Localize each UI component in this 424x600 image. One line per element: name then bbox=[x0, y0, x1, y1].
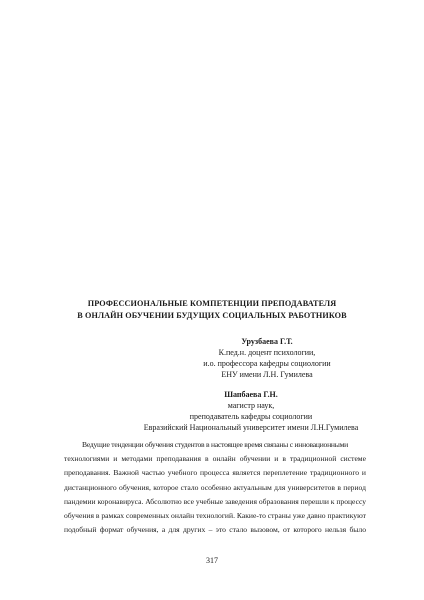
body-line: пандемии коронавируса. Абсолютно все учебные заведения образования перешли к процессу bbox=[64, 496, 366, 506]
body-line: преподавания. Важной частью учебного процесса является переплетение традиционного и bbox=[64, 468, 366, 478]
title-line: В ОНЛАЙН ОБУЧЕНИИ БУДУЩИХ СОЦИАЛЬНЫХ РАБОТНИКОВ bbox=[77, 311, 347, 320]
body-paragraph bbox=[64, 438, 366, 537]
author-block bbox=[130, 389, 372, 433]
author-affiliation: Евразийский Национальный университет имени Л.Н.Гумилева bbox=[143, 423, 359, 432]
body-line: подобный формат обучения, а для других – это стало вызовом, от которого нельзя было bbox=[64, 525, 366, 535]
author-affiliation: ЕНУ имени Л.Н. Гумилева bbox=[221, 370, 313, 379]
author-block bbox=[162, 336, 372, 380]
title-line: ПРОФЕССИОНАЛЬНЫЕ КОМПЕТЕНЦИИ ПРЕПОДАВАТЕЛЯ bbox=[87, 299, 337, 308]
article-title bbox=[60, 298, 364, 322]
author-name: Урузбаева Г.Т. bbox=[241, 337, 293, 346]
author-affiliation: и.о. профессора кафедры социологии bbox=[203, 359, 331, 368]
author-affiliation: преподаватель кафедры социологии bbox=[189, 412, 313, 421]
body-line: Ведущие тенденции обучения студентов в настоящее время связаны с инновационными bbox=[82, 440, 348, 449]
page-number: 317 bbox=[206, 556, 218, 565]
body-line: дистанционного обучения, которое стало особенно актуальным для университетов в период bbox=[64, 482, 366, 492]
author-affiliation: магистр наук, bbox=[227, 401, 275, 410]
author-affiliation: К.пед.н. доцент психологии, bbox=[218, 348, 316, 357]
body-line: обучения в рамках современных онлайн технологий. Какие-то страны уже давно практикуют bbox=[64, 511, 366, 521]
author-name: Шапбаева Г.Н. bbox=[224, 390, 278, 399]
body-line: технологиями и методами преподавания в онлайн обучении и в традиционной системе bbox=[64, 454, 366, 464]
